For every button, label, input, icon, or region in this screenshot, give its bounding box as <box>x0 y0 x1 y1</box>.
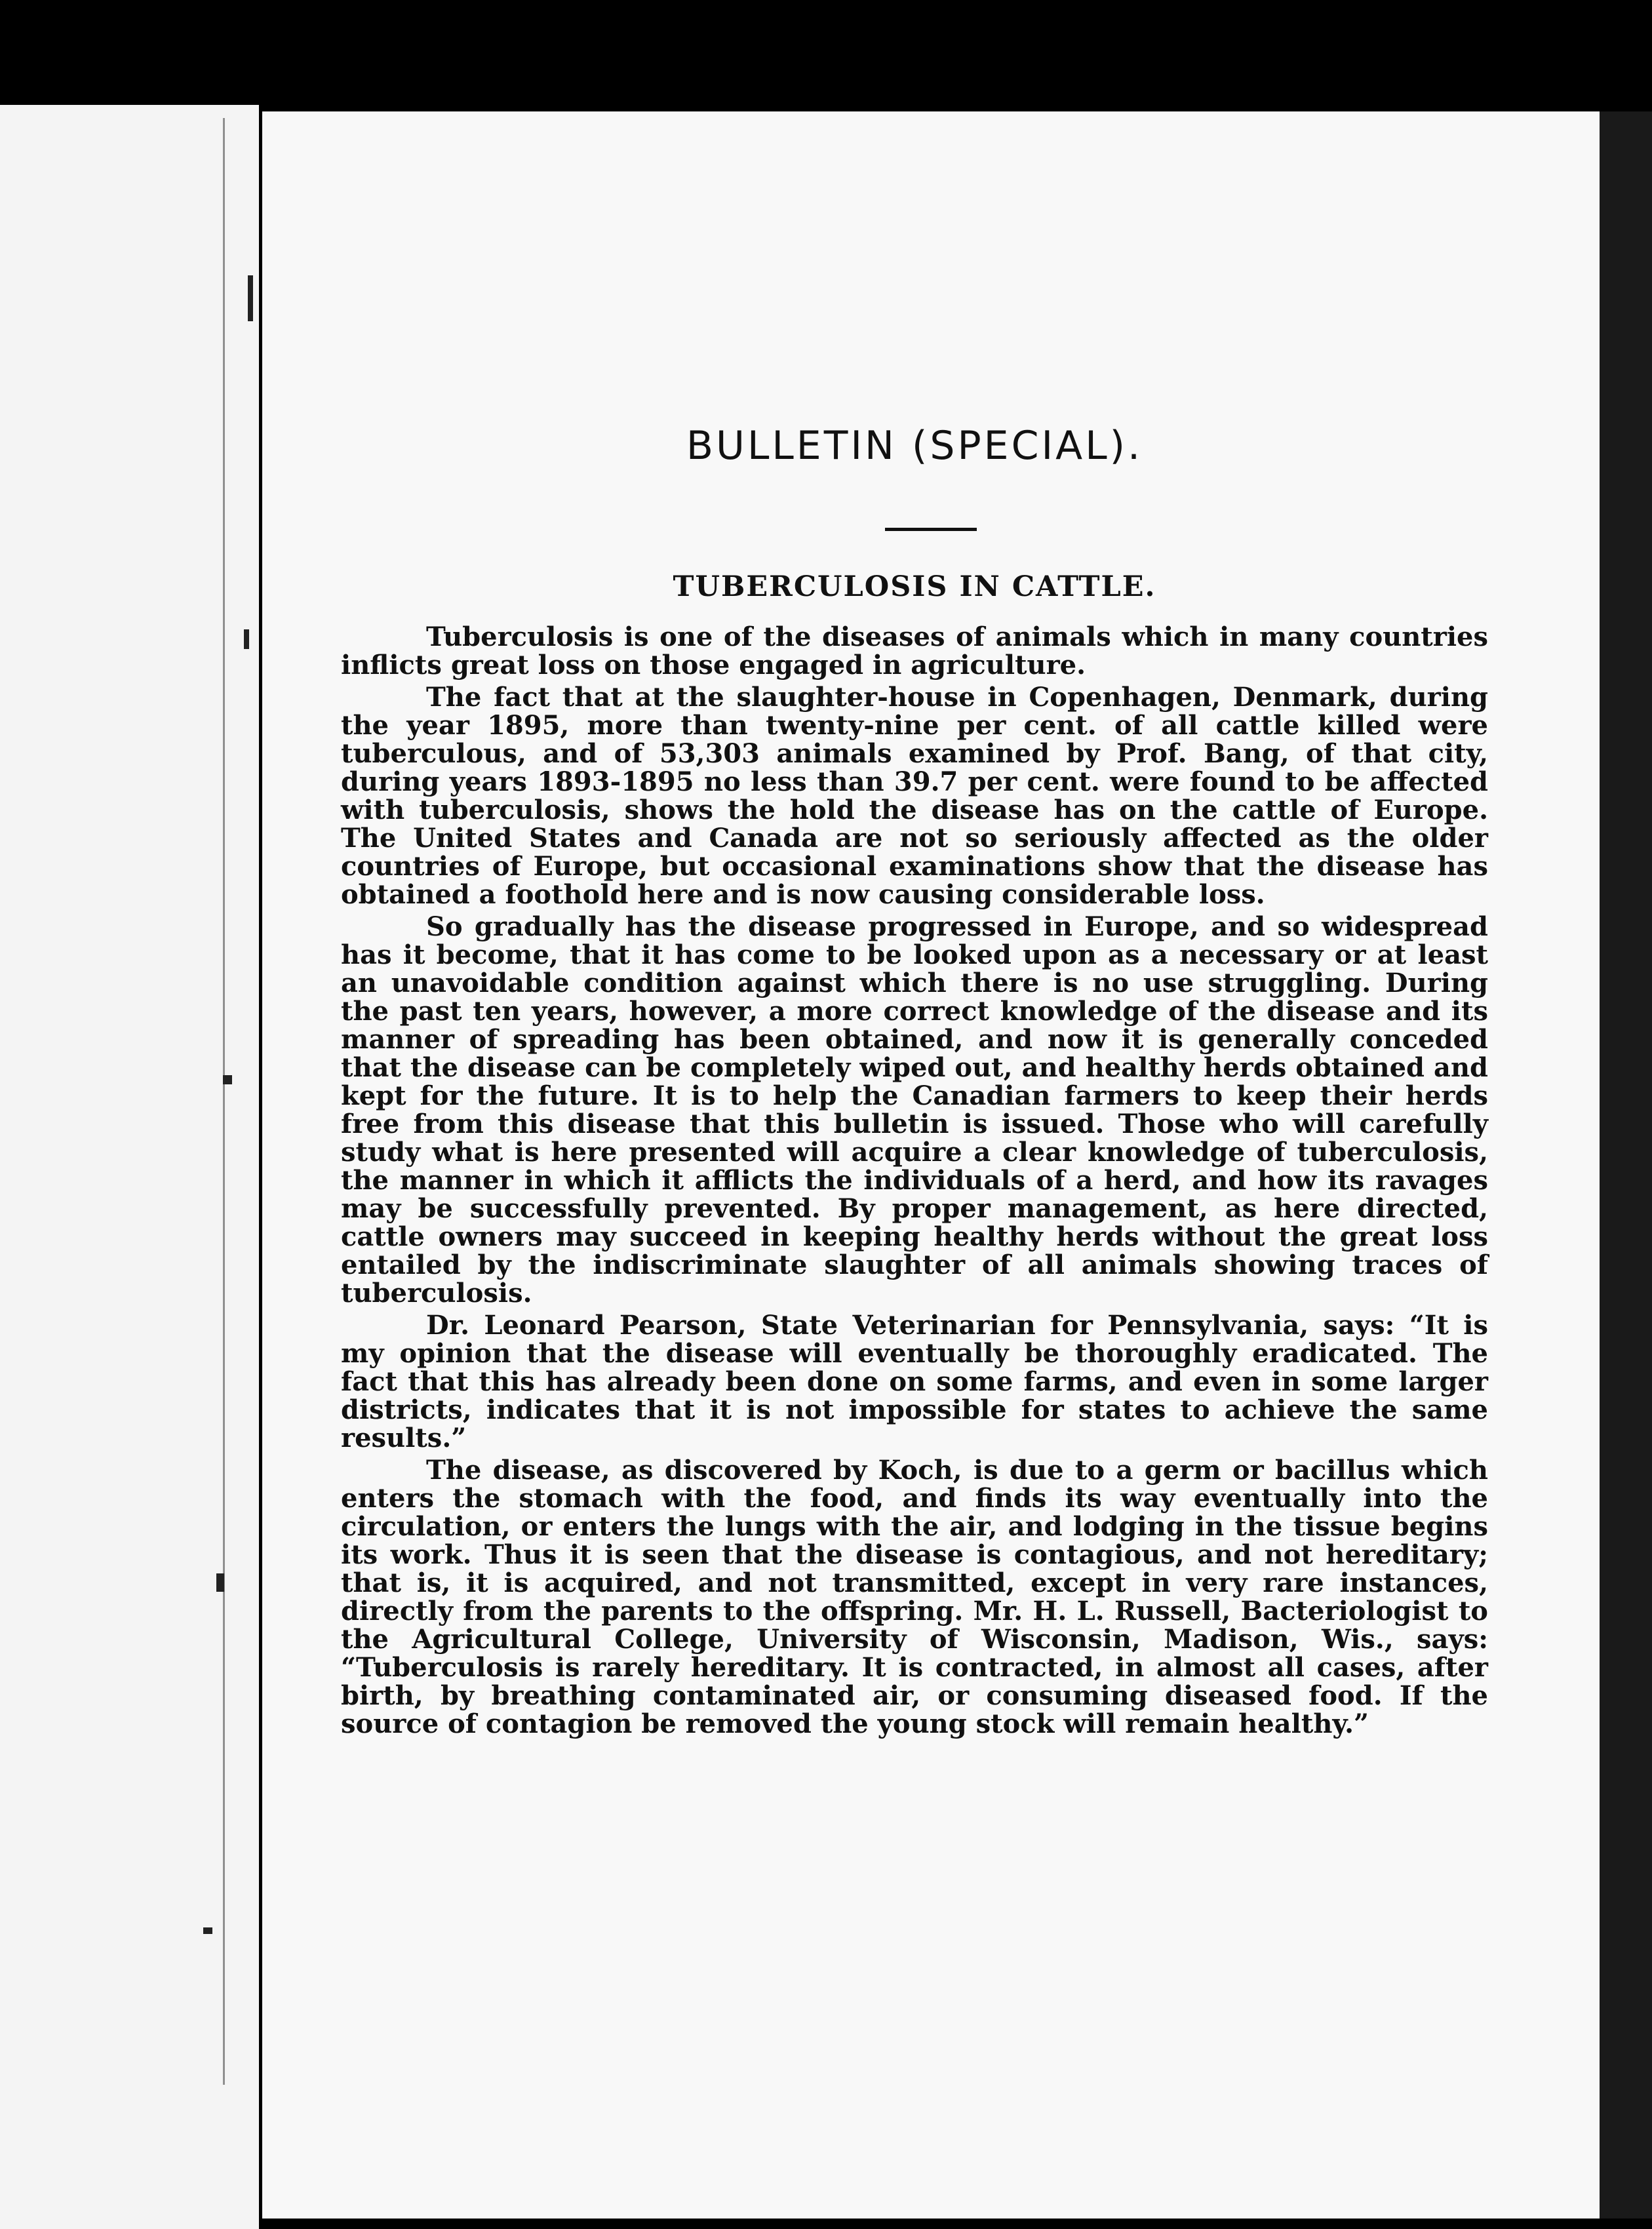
paragraph-4: Dr. Leonard Pearson, State Veterinarian for Pennsylvania, says: “It is my opinion that the disease will eventually be thoroughly eradicated. The fact that this has already been done on some farms, and even in some larger districts, indicates that it is not impossible for states to achieve the same results.” <box>341 1310 1488 1453</box>
paragraph-5: The disease, as discovered by Koch, is due to a germ or bacillus which enters the stomach with the food, and finds its way eventually into the circulation, or enters the lungs with the air, and lodging in the tissue begins its work. Thus it is seen that the disease is contagious, and not hereditary; that is, it is acquired, and not transmitted, except in very rare instances, directly from the parents to the offspring. Mr. H. L. Russell, Bacteriologist to the Agricultural College, University of Wisconsin, Madison, Wis., says: “Tuberculosis is rarely hereditary. It is contracted, in almost all cases, after birth, by breathing contaminated air, or consuming diseased food. If the source of contagion be removed the young stock will remain healthy.” <box>341 1455 1488 1739</box>
binding-mark <box>203 1927 212 1934</box>
article-subtitle: TUBERCULOSIS IN CATTLE. <box>673 570 1156 603</box>
page-gutter-shadow <box>223 118 225 2085</box>
paragraph-2: The fact that at the slaughter-house in Copenhagen, Denmark, during the year 1895, more than twenty-nine per cent. of all cattle killed were tuberculous, and of 53,303 animals examined by Prof. Bang, of that city, during years 1893-1895 no less than 39.7 per cent. were found to be affected with tuberculosis, shows the hold the disease has on the cattle of Europe. The United States and Canada are not so seriously affected as the older countries of Europe, but occasional examinations show that the disease has obtained a foothold here and is now causing considerable loss. <box>341 682 1488 910</box>
paragraph-3: So gradually has the disease progressed in Europe, and so widespread has it become, that it has come to be looked upon as a necessary or at least an unavoidable condition against which there is no use struggling. During the past ten years, however, a more correct knowledge of the disease and its manner of spreading has been obtained, and now it is generally conceded that the disease can be completely wiped out, and healthy herds obtained and kept for the future. It is to help the Canadian farmers to keep their herds free from this disease that this bulletin is issued. Those who will carefully study what is here presented will acquire a clear knowledge of tuberculosis, the manner in which it afflicts the individuals of a herd, and how its ravages may be successfully prevented. By proper management, as here directed, cattle owners may succeed in keeping healthy herds without the great loss entailed by the indiscriminate slaughter of all animals showing traces of tuberculosis. <box>341 911 1488 1309</box>
article-body <box>341 623 1488 1742</box>
left-facing-page <box>0 105 259 2229</box>
binding-mark <box>216 1573 224 1592</box>
binding-mark <box>244 629 249 649</box>
right-page <box>262 111 1613 2219</box>
binding-mark <box>223 1075 232 1084</box>
paragraph-1: Tuberculosis is one of the diseases of animals which in many countries inflicts great loss on those engaged in agriculture. <box>341 621 1488 681</box>
binding-mark <box>248 275 253 321</box>
bulletin-title: BULLETIN (SPECIAL). <box>686 423 1143 469</box>
title-rule <box>885 528 977 531</box>
book-right-edge <box>1600 111 1652 2219</box>
